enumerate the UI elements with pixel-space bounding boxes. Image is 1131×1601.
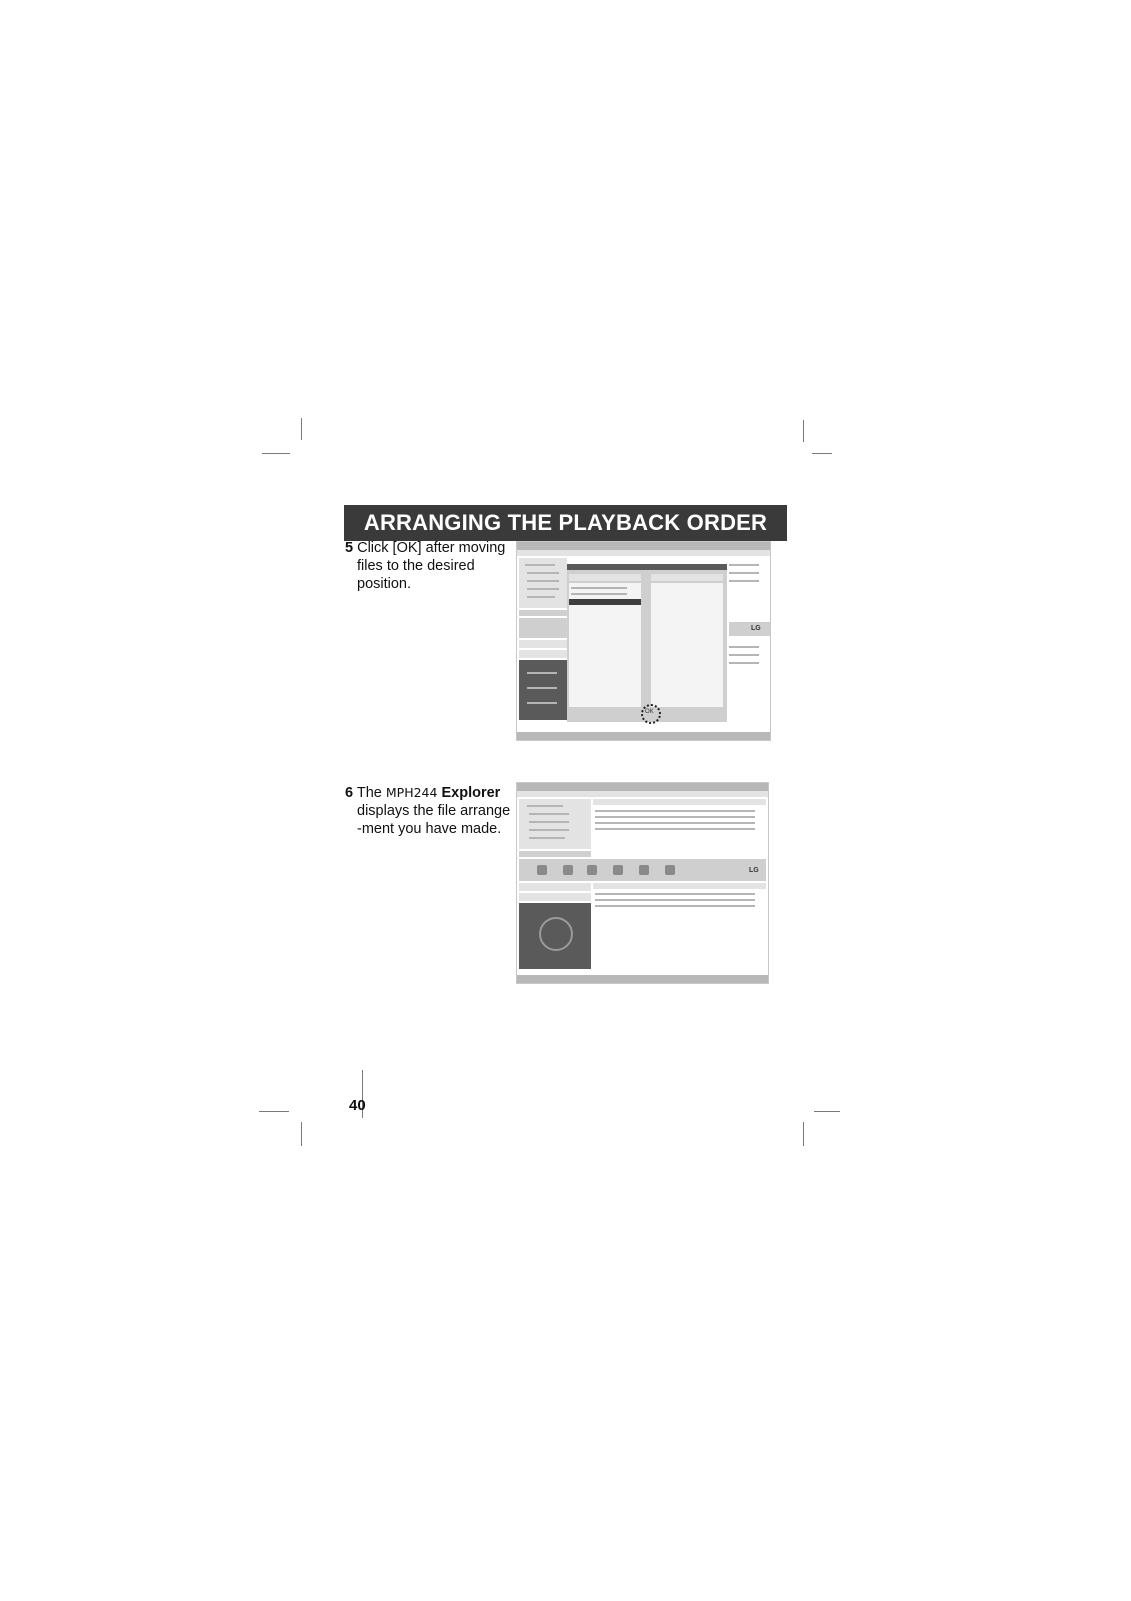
step-6-text: [345, 784, 515, 838]
file-row: [595, 828, 755, 830]
memory-tab: [519, 640, 567, 648]
tree-item: [529, 837, 565, 839]
mic-icon[interactable]: [665, 865, 675, 875]
device-panel: [519, 618, 567, 638]
tree-item: [529, 813, 569, 815]
step-line: Click [OK] after moving: [357, 540, 506, 556]
drive-bar: [519, 851, 591, 857]
file-row: [595, 822, 755, 824]
status-bar: [517, 732, 770, 740]
tree-item: [529, 821, 569, 823]
transfer-icon[interactable]: [537, 865, 547, 875]
internal-list-header: [569, 574, 641, 581]
crop-mark: [301, 418, 302, 440]
record-icon[interactable]: [639, 865, 649, 875]
device-image-detail: [527, 702, 557, 704]
file-row: [595, 899, 755, 901]
file-list-header: [593, 883, 766, 889]
product-name: MPH244: [385, 785, 438, 800]
list-item: [571, 593, 627, 595]
list-item: [729, 654, 759, 656]
file-row: [595, 893, 755, 895]
step-line: position.: [357, 576, 412, 592]
step-line: -ment you have made.: [357, 821, 502, 837]
list-item: [729, 572, 759, 574]
device-image: [519, 660, 567, 720]
file-row: [595, 810, 755, 812]
step-line: displays the file arrange: [357, 803, 511, 819]
device-image-detail: [527, 687, 557, 689]
section-title: ARRANGING THE PLAYBACK ORDER: [344, 505, 787, 541]
tree-item: [527, 596, 555, 598]
step-prefix: The: [356, 785, 386, 801]
tree-item: [525, 564, 555, 566]
step-number: 5: [345, 540, 354, 556]
toolbar: [517, 550, 770, 556]
selected-list-item: [569, 599, 641, 605]
card-file-list[interactable]: [651, 583, 723, 707]
list-item: [729, 564, 759, 566]
card-list-header: [651, 574, 723, 581]
memory-card-tab[interactable]: [519, 893, 591, 901]
screenshot-explorer-window: [516, 782, 769, 984]
lg-logo: LG: [749, 867, 759, 874]
tree-item: [527, 588, 559, 590]
list-item: [571, 587, 627, 589]
crop-mark: [812, 453, 832, 454]
dialog-title-bar: [567, 564, 727, 570]
device-image-detail: [527, 672, 557, 674]
lg-logo: LG: [751, 625, 761, 632]
crop-mark: [301, 1122, 302, 1146]
crop-mark: [803, 1122, 804, 1146]
menu-bar: [517, 791, 768, 797]
list-item: [729, 580, 759, 582]
step-number: 6: [345, 785, 354, 801]
explorer-word: Explorer: [441, 785, 501, 801]
memory-tab: [519, 650, 567, 658]
step-line: files to the desired: [357, 558, 475, 574]
list-item: [729, 646, 759, 648]
step-5-text: [345, 539, 515, 593]
internal-memory-tab[interactable]: [519, 883, 591, 891]
file-list-header: [593, 799, 766, 805]
title-bar: [517, 542, 770, 550]
crop-mark: [814, 1111, 840, 1112]
crop-mark: [803, 420, 804, 442]
crop-mark: [259, 1111, 289, 1112]
title-bar: [517, 783, 768, 791]
status-bar: [517, 975, 768, 983]
device-dial: [539, 917, 573, 951]
delete-icon[interactable]: [563, 865, 573, 875]
list-item: [729, 662, 759, 664]
tree-item: [527, 580, 559, 582]
format-icon[interactable]: [613, 865, 623, 875]
tree-item: [527, 805, 563, 807]
file-row: [595, 816, 755, 818]
folder-icon[interactable]: [587, 865, 597, 875]
page-number: 40: [349, 1097, 366, 1114]
drive-bar: [519, 610, 567, 616]
toolbar-strip: [729, 622, 770, 636]
ok-button-label: OK: [645, 709, 654, 715]
crop-mark: [262, 453, 290, 454]
file-row: [595, 905, 755, 907]
tree-item: [529, 829, 569, 831]
screenshot-file-order-dialog: [516, 541, 771, 741]
tree-item: [527, 572, 559, 574]
